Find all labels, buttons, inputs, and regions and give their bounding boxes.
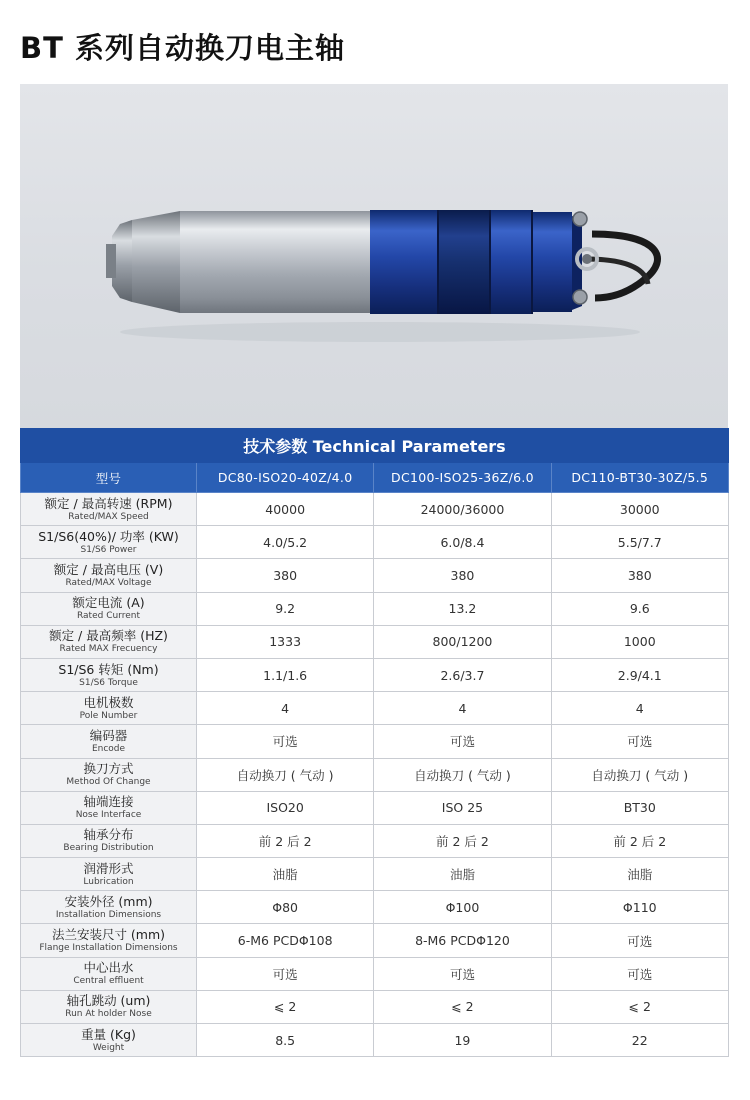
row-label-en: Bearing Distribution	[63, 843, 154, 854]
row-label-en: S1/S6 Power	[80, 544, 137, 555]
row-label-en: Lubrication	[83, 876, 134, 887]
table-row	[21, 692, 729, 725]
table-row	[21, 791, 729, 824]
row-value: 2.9/4.1	[551, 658, 728, 691]
row-value: 1333	[197, 625, 374, 658]
spec-table	[20, 428, 729, 1057]
table-row	[21, 891, 729, 924]
table-row	[21, 824, 729, 857]
row-label-cn: 电机极数	[83, 694, 134, 710]
row-value: 1000	[551, 625, 728, 658]
row-label-cn: 额定 / 最高频率 (HZ)	[49, 628, 168, 644]
row-label-en: Run At holder Nose	[65, 1009, 152, 1020]
table-row	[21, 924, 729, 957]
row-value: 4	[374, 692, 551, 725]
row-value: 自动换刀 ( 气动 )	[551, 758, 728, 791]
page-title: BT 系列自动换刀电主轴	[20, 31, 345, 65]
row-label	[21, 791, 197, 824]
row-label	[21, 526, 197, 559]
row-label-cn: 中心出水	[83, 960, 134, 976]
row-value: 380	[197, 559, 374, 592]
row-label-cn: 额定电流 (A)	[72, 595, 145, 611]
row-value: 6.0/8.4	[374, 526, 551, 559]
row-value: 2.6/3.7	[374, 658, 551, 691]
row-value: 8-M6 PCDΦ120	[374, 924, 551, 957]
row-label	[21, 957, 197, 990]
row-value: 19	[374, 1024, 551, 1057]
row-value: ⩽ 2	[374, 990, 551, 1023]
table-row	[21, 625, 729, 658]
row-value: 4	[551, 692, 728, 725]
row-label	[21, 924, 197, 957]
row-label-en: Rated MAX Frecuency	[59, 644, 158, 655]
row-label	[21, 493, 197, 526]
row-label-cn: 编码器	[89, 727, 128, 743]
row-value: 13.2	[374, 592, 551, 625]
row-value: 油脂	[374, 858, 551, 891]
model-name: DC100-ISO25-36Z/6.0	[374, 463, 551, 493]
row-value: 30000	[551, 493, 728, 526]
row-label-en: Encode	[91, 743, 126, 754]
row-label-cn: 轴承分布	[83, 827, 134, 843]
row-value: 40000	[197, 493, 374, 526]
table-row	[21, 526, 729, 559]
spindle-icon	[20, 84, 728, 428]
row-label-en: Pole Number	[79, 710, 138, 721]
row-value: 可选	[374, 957, 551, 990]
row-value: 9.6	[551, 592, 728, 625]
row-label-cn: 额定 / 最高转速 (RPM)	[44, 495, 173, 511]
row-label	[21, 692, 197, 725]
row-label-en: Method Of Change	[66, 777, 151, 788]
row-label-en: Central effluent	[73, 976, 144, 987]
product-photo	[20, 84, 728, 428]
row-label-cn: 安装外径 (mm)	[64, 893, 153, 909]
table-header-row	[21, 463, 729, 493]
row-value: 前 2 后 2	[374, 824, 551, 857]
row-value: 380	[551, 559, 728, 592]
model-name: DC110-BT30-30Z/5.5	[551, 463, 728, 493]
row-label-cn: 换刀方式	[83, 761, 134, 777]
table-row	[21, 990, 729, 1023]
row-value: 1.1/1.6	[197, 658, 374, 691]
row-label-en: Installation Dimensions	[55, 909, 162, 920]
row-value: 8.5	[197, 1024, 374, 1057]
row-value: 可选	[197, 725, 374, 758]
row-label-en: Rated/MAX Voltage	[65, 577, 152, 588]
row-value: BT30	[551, 791, 728, 824]
table-row	[21, 758, 729, 791]
row-value: 22	[551, 1024, 728, 1057]
row-label-en: S1/S6 Torque	[79, 677, 138, 688]
row-label	[21, 625, 197, 658]
row-value: 可选	[197, 957, 374, 990]
table-banner-row	[21, 429, 729, 463]
row-label-en: Weight	[92, 1042, 125, 1053]
row-value: 油脂	[551, 858, 728, 891]
row-value: 可选	[551, 725, 728, 758]
table-row	[21, 957, 729, 990]
row-label-en: Flange Installation Dimensions	[39, 943, 178, 954]
row-label	[21, 824, 197, 857]
row-label	[21, 758, 197, 791]
table-row	[21, 493, 729, 526]
row-value: 380	[374, 559, 551, 592]
row-label-en: Rated/MAX Speed	[68, 511, 149, 522]
row-value: 自动换刀 ( 气动 )	[197, 758, 374, 791]
row-value: 前 2 后 2	[551, 824, 728, 857]
row-value: Φ80	[197, 891, 374, 924]
row-value: ⩽ 2	[551, 990, 728, 1023]
table-row	[21, 559, 729, 592]
row-label	[21, 559, 197, 592]
row-value: 9.2	[197, 592, 374, 625]
row-label-en: Nose Interface	[75, 810, 142, 821]
row-value: ⩽ 2	[197, 990, 374, 1023]
row-value: 可选	[551, 924, 728, 957]
row-value: 800/1200	[374, 625, 551, 658]
row-value: ISO20	[197, 791, 374, 824]
row-label	[21, 858, 197, 891]
table-row	[21, 1024, 729, 1057]
row-label	[21, 592, 197, 625]
row-label	[21, 1024, 197, 1057]
table-row	[21, 858, 729, 891]
table-row	[21, 658, 729, 691]
row-value: Φ110	[551, 891, 728, 924]
row-value: 可选	[374, 725, 551, 758]
row-label-en: Rated Current	[76, 611, 140, 622]
table-row	[21, 725, 729, 758]
row-value: 24000/36000	[374, 493, 551, 526]
row-label	[21, 658, 197, 691]
row-value: Φ100	[374, 891, 551, 924]
row-label-cn: 法兰安装尺寸 (mm)	[51, 927, 166, 943]
row-value: 油脂	[197, 858, 374, 891]
row-label-cn: 轴端连接	[83, 794, 134, 810]
row-value: ISO 25	[374, 791, 551, 824]
row-label-cn: 额定 / 最高电压 (V)	[53, 561, 164, 577]
table-row	[21, 592, 729, 625]
spec-body	[21, 493, 729, 1057]
row-label-cn: 润滑形式	[83, 860, 134, 876]
row-value: 4.0/5.2	[197, 526, 374, 559]
row-label	[21, 891, 197, 924]
row-label	[21, 725, 197, 758]
row-value: 5.5/7.7	[551, 526, 728, 559]
row-value: 前 2 后 2	[197, 824, 374, 857]
row-label-cn: S1/S6 转矩 (Nm)	[58, 661, 159, 677]
row-value: 6-M6 PCDΦ108	[197, 924, 374, 957]
row-label-cn: 重量 (Kg)	[81, 1026, 136, 1042]
row-value: 4	[197, 692, 374, 725]
row-label-cn: 轴孔跳动 (um)	[66, 993, 151, 1009]
table-banner: 技术参数 Technical Parameters	[21, 429, 729, 463]
row-label	[21, 990, 197, 1023]
model-header: 型号	[21, 463, 197, 493]
model-name: DC80-ISO20-40Z/4.0	[197, 463, 374, 493]
row-value: 可选	[551, 957, 728, 990]
row-label-cn: S1/S6(40%)/ 功率 (KW)	[38, 528, 179, 544]
row-value: 自动换刀 ( 气动 )	[374, 758, 551, 791]
